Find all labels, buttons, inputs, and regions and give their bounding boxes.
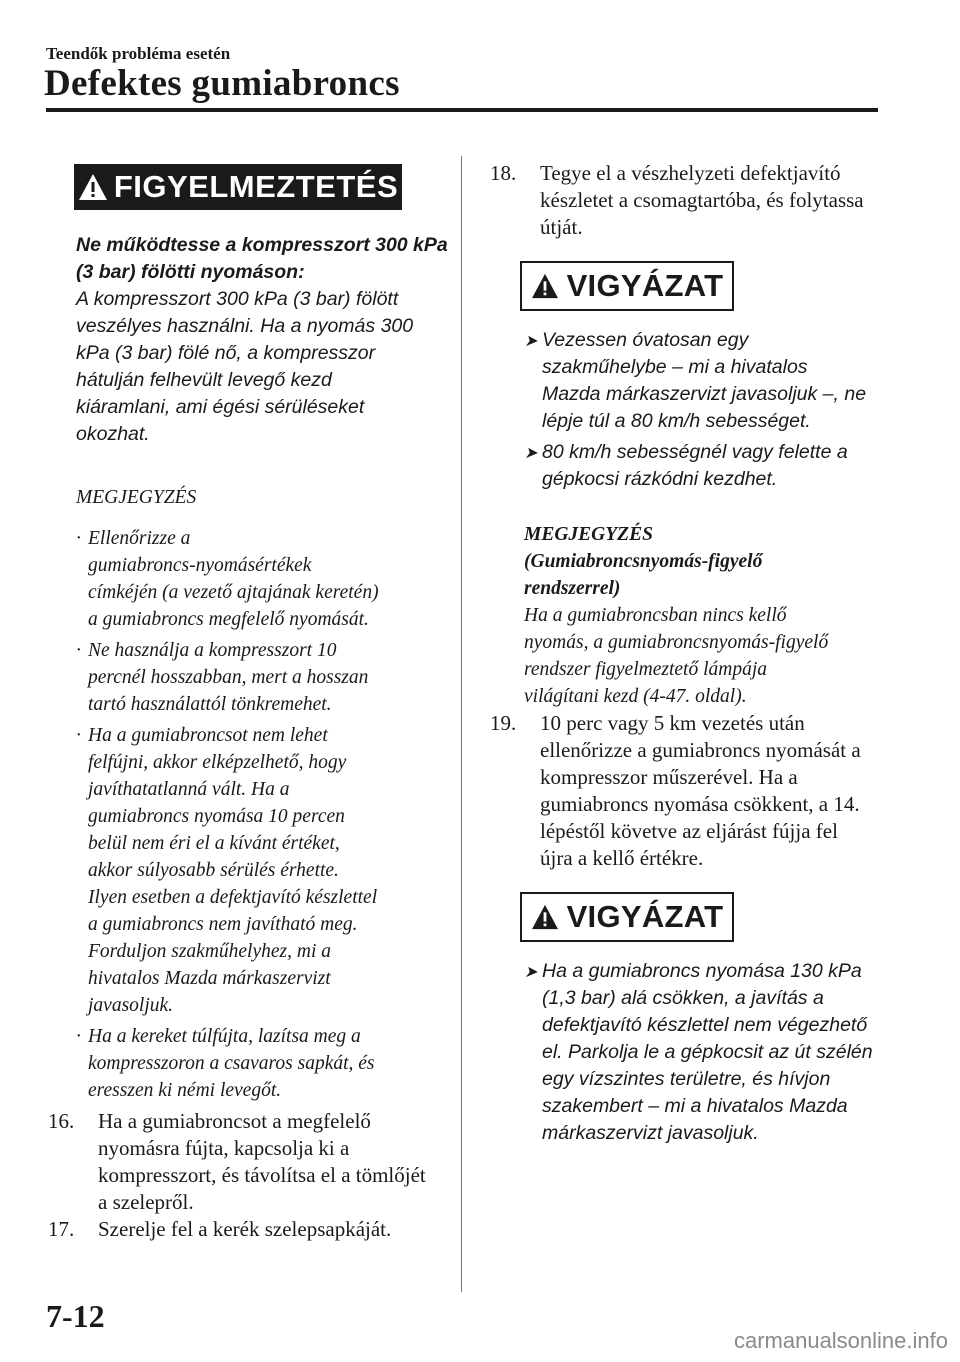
step-16 bbox=[48, 1108, 448, 1216]
step-line: Ha a gumiabroncsot a megfelelő bbox=[98, 1109, 371, 1133]
step-line: kompresszor műszerével. Ha a bbox=[540, 765, 798, 789]
page-title: Defektes gumiabroncs bbox=[44, 63, 400, 104]
step-number: 19. bbox=[490, 711, 517, 735]
note-subtitle: rendszerrel) bbox=[524, 578, 621, 599]
step-line: gumiabroncs nyomása csökkent, a 14. bbox=[540, 792, 860, 816]
step-line: lépéstől követve az eljárást fújja fel bbox=[540, 819, 838, 843]
step-line: ellenőrizze a gumiabroncs nyomását a bbox=[540, 738, 861, 762]
column-divider bbox=[461, 156, 462, 1292]
note-line: felfújni, akkor elképzelhető, hogy bbox=[88, 752, 347, 773]
note-line: gumiabroncs nyomása 10 percen bbox=[88, 806, 345, 827]
step-line: Tegye el a vészhelyzeti defektjavító bbox=[540, 161, 841, 185]
step-line: 10 perc vagy 5 km vezetés után bbox=[540, 711, 805, 735]
warning-body-line: kPa (3 bar) fölé nő, a kompresszor bbox=[76, 342, 376, 364]
step-line: újra a kellő értékre. bbox=[540, 846, 704, 870]
site-watermark: carmanualsonline.info bbox=[733, 1328, 948, 1353]
caution-banner bbox=[520, 892, 734, 942]
note-line: javasoljuk. bbox=[88, 995, 174, 1016]
caution-list bbox=[490, 327, 890, 493]
arrow-right-icon: ➤ bbox=[524, 333, 538, 350]
step-line: kompresszort, és távolítsa el a tömlőjét bbox=[98, 1163, 426, 1187]
note-line: Ellenőrizze a bbox=[88, 528, 191, 549]
note-bullet bbox=[76, 525, 448, 633]
note-line: nyomás, a gumiabroncsnyomás-figyelő bbox=[524, 632, 829, 653]
left-column bbox=[48, 164, 448, 1243]
caution-line: egy vízszintes területre, és hívjon bbox=[542, 1068, 831, 1090]
note-line: gumiabroncs-nyomásértékek bbox=[88, 555, 312, 576]
warning-heading-line: (3 bar) fölötti nyomáson: bbox=[76, 261, 305, 283]
caution-line: szakembert – mi a hivatalos Mazda bbox=[542, 1095, 848, 1117]
arrow-right-icon: ➤ bbox=[524, 445, 538, 462]
warning-body-line: veszélyes használni. Ha a nyomás 300 bbox=[76, 315, 414, 337]
note-line: tartó használattól tönkremehet. bbox=[88, 694, 332, 715]
note-subtitle: (Gumiabroncsnyomás-figyelő bbox=[524, 551, 763, 572]
caution-line: Ha a gumiabroncs nyomása 130 kPa bbox=[542, 960, 862, 982]
caution-line: lépje túl a 80 km/h sebességet. bbox=[542, 410, 811, 432]
note-line: kompresszoron a csavaros sapkát, és bbox=[88, 1053, 375, 1074]
note-line: akkor súlyosabb sérülés érhette. bbox=[88, 860, 339, 881]
caution-line: Mazda márkaszervizt javasoljuk –, ne bbox=[542, 383, 867, 405]
note-block bbox=[76, 484, 448, 1104]
step-line: útját. bbox=[540, 215, 583, 239]
warning-heading-line: Ne működtesse a kompresszort 300 kPa bbox=[76, 234, 448, 256]
caution-line: gépkocsi rázkódni kezdhet. bbox=[542, 468, 778, 490]
warning-body-line: A kompresszort 300 kPa (3 bar) fölött bbox=[76, 288, 399, 310]
caution-line: 80 km/h sebességnél vagy felette a bbox=[542, 441, 848, 463]
note-line: Ne használja a kompresszort 10 bbox=[88, 640, 337, 661]
note-line: Ha a gumiabroncsban nincs kellő bbox=[524, 605, 787, 626]
warning-heading bbox=[76, 232, 448, 286]
right-column bbox=[490, 160, 890, 1147]
caution-item bbox=[524, 439, 890, 493]
step-line: Szerelje fel a kerék szelepsapkáját. bbox=[98, 1217, 392, 1241]
step-line: készletet a csomagtartóba, és folytassa bbox=[540, 188, 864, 212]
note-block bbox=[524, 521, 890, 710]
step-line: nyomásra fújta, kapcsolja ki a bbox=[98, 1136, 350, 1160]
caution-item bbox=[524, 327, 890, 435]
page-number: 7-12 bbox=[46, 1298, 105, 1334]
warning-triangle-icon bbox=[531, 904, 559, 930]
warning-triangle-icon bbox=[78, 173, 108, 201]
note-line: a gumiabroncs nem javítható meg. bbox=[88, 914, 358, 935]
note-line: hivatalos Mazda márkaszervizt bbox=[88, 968, 331, 989]
caution-line: el. Parkolja le a gépkocsit az út szélén bbox=[542, 1041, 873, 1063]
caution-line: defektjavító készlettel nem végezhető bbox=[542, 1014, 868, 1036]
note-title: MEGJEGYZÉS bbox=[76, 487, 197, 508]
warning-body-line: kiáramlani, ami égési sérüléseket bbox=[76, 396, 365, 418]
note-line: Ha a kereket túlfújta, lazítsa meg a bbox=[88, 1026, 361, 1047]
bullet-dot-icon: · bbox=[76, 725, 81, 746]
step-18 bbox=[490, 160, 890, 241]
note-bullet bbox=[76, 637, 448, 718]
step-number: 17. bbox=[48, 1217, 75, 1241]
note-line: Ha a gumiabroncsot nem lehet bbox=[88, 725, 328, 746]
note-line: javíthatatlanná vált. Ha a bbox=[88, 779, 290, 800]
note-line: eresszen ki némi levegőt. bbox=[88, 1080, 282, 1101]
warning-body-line: okozhat. bbox=[76, 423, 150, 445]
step-number: 18. bbox=[490, 161, 517, 185]
bullet-dot-icon: · bbox=[76, 640, 81, 661]
step-19 bbox=[490, 710, 890, 872]
step-number: 16. bbox=[48, 1109, 75, 1133]
caution-line: szakműhelybe – mi a hivatalos bbox=[542, 356, 808, 378]
bullet-dot-icon: · bbox=[76, 1026, 81, 1047]
note-line: Ilyen esetben a defektjavító készlettel bbox=[88, 887, 378, 908]
warning-body-line: hátulján felhevült levegő kezd bbox=[76, 369, 332, 391]
note-line: Forduljon szakműhelyhez, mi a bbox=[88, 941, 331, 962]
caution-list bbox=[490, 958, 890, 1147]
warning-banner bbox=[74, 164, 402, 210]
note-line: világítani kezd (4-47. oldal). bbox=[524, 686, 747, 707]
step-line: a szelepről. bbox=[98, 1190, 194, 1214]
caution-line: Vezessen óvatosan egy bbox=[542, 329, 749, 351]
note-line: a gumiabroncs megfelelő nyomását. bbox=[88, 609, 369, 630]
note-title: MEGJEGYZÉS bbox=[524, 524, 653, 545]
bullet-dot-icon: · bbox=[76, 528, 81, 549]
header-rule bbox=[46, 108, 878, 112]
caution-banner bbox=[520, 261, 734, 311]
note-bullet bbox=[76, 1023, 448, 1104]
caution-label: VIGYÁZAT bbox=[566, 268, 724, 303]
caution-line: (1,3 bar) alá csökken, a javítás a bbox=[542, 987, 824, 1009]
warning-label: FIGYELMEZTETÉS bbox=[113, 169, 399, 204]
note-line: címkéjén (a vezető ajtajának keretén) bbox=[88, 582, 379, 603]
arrow-right-icon: ➤ bbox=[524, 964, 538, 981]
section-label: Teendők probléma esetén bbox=[46, 44, 231, 63]
steps-left bbox=[48, 1108, 448, 1243]
caution-label: VIGYÁZAT bbox=[566, 899, 724, 934]
note-bullet bbox=[76, 722, 448, 1019]
caution-item bbox=[524, 958, 890, 1147]
note-line: rendszer figyelmeztető lámpája bbox=[524, 659, 767, 680]
caution-line: márkaszervizt javasoljuk. bbox=[542, 1122, 759, 1144]
step-17 bbox=[48, 1216, 448, 1243]
warning-triangle-icon bbox=[531, 273, 559, 299]
warning-body bbox=[76, 286, 448, 448]
note-line: belül nem éri el a kívánt értéket, bbox=[88, 833, 340, 854]
note-line: percnél hosszabban, mert a hosszan bbox=[88, 667, 369, 688]
